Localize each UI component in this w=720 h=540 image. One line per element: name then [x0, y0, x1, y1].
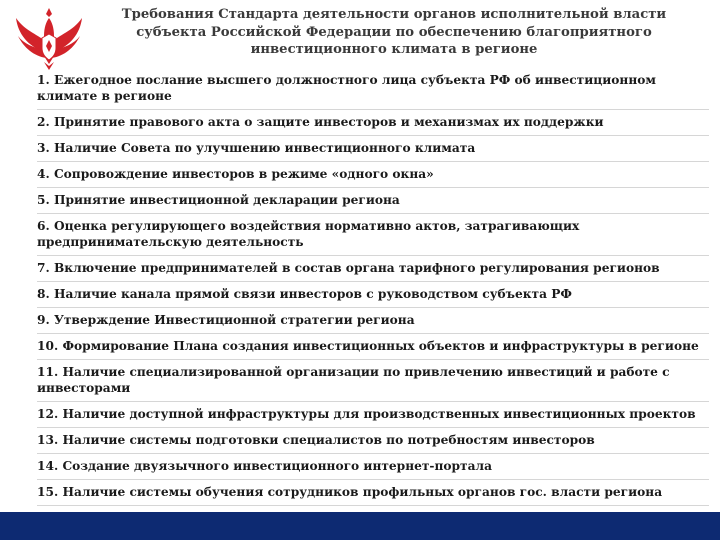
list-item: 10. Формирование Плана создания инвестиционных объектов и инфраструктуры в регионе [37, 338, 709, 360]
list-item: 6. Оценка регулирующего воздействия нормативно актов, затрагивающих предпринимательскую деятельность [37, 218, 709, 256]
list-item: 11. Наличие специализированной организации по привлечению инвестиций и работе с инвесторами [37, 364, 709, 402]
page-title [96, 6, 692, 59]
list-item: 7. Включение предпринимателей в состав органа тарифного регулирования регионов [37, 260, 709, 282]
list-item: 3. Наличие Совета по улучшению инвестиционного климата [37, 140, 709, 162]
list-item: 8. Наличие канала прямой связи инвесторов с руководством субъекта РФ [37, 286, 709, 308]
list-item: 12. Наличие доступной инфраструктуры для производственных инвестиционных проектов [37, 406, 709, 428]
list-item: 13. Наличие системы подготовки специалистов по потребностям инвесторов [37, 432, 709, 454]
requirements-list [37, 72, 709, 510]
list-item: 5. Принятие инвестиционной декларации региона [37, 192, 709, 214]
list-item: 2. Принятие правового акта о защите инвесторов и механизмах их поддержки [37, 114, 709, 136]
list-item: 9. Утверждение Инвестиционной стратегии региона [37, 312, 709, 334]
title-line: Требования Стандарта деятельности органов исполнительной власти [121, 7, 667, 22]
footer-bar [0, 512, 720, 540]
list-item: 4. Сопровождение инвесторов в режиме «одного окна» [37, 166, 709, 188]
list-item: 14. Создание двуязычного инвестиционного интернет-портала [37, 458, 709, 480]
title-line: субъекта Российской Федерации по обеспечению благоприятного [136, 24, 652, 40]
title-line: инвестиционного климата в регионе [250, 42, 538, 57]
list-item: 15. Наличие системы обучения сотрудников профильных органов гос. власти региона [37, 484, 709, 506]
list-item: 1. Ежегодное послание высшего должностного лица субъекта РФ об инвестиционном климате в регионе [37, 72, 709, 110]
udmurtia-coat-of-arms-icon [14, 4, 84, 72]
